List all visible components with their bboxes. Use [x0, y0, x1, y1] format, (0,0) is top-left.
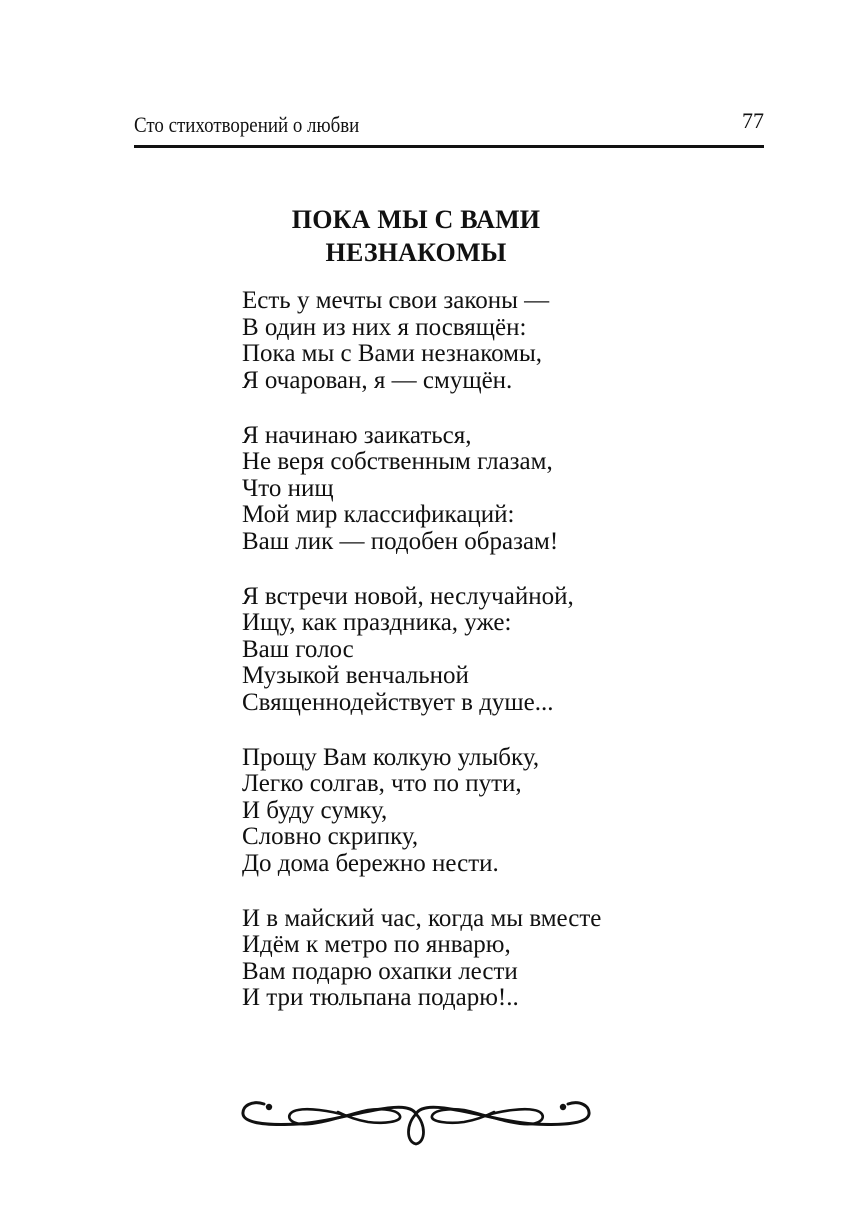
- verse-line: Пока мы с Вами незнакомы,: [242, 340, 542, 367]
- verse-line: Мой мир классификаций:: [242, 501, 515, 528]
- verse-line: Есть у мечты свои законы —: [242, 287, 550, 314]
- poem-title-line: НЕЗНАКОМЫ: [325, 238, 507, 267]
- verse-line: Я встречи новой, неслучайной,: [242, 582, 574, 610]
- verse-line: Я начинаю заикаться,: [242, 421, 472, 449]
- poem-title: [0, 203, 832, 269]
- stanza-5: [242, 906, 762, 1012]
- running-title: Сто стихотворений о любви: [134, 112, 360, 137]
- verse-line: Священнодействует в душе...: [242, 688, 554, 716]
- poem-title-line: ПОКА МЫ С ВАМИ: [291, 205, 541, 234]
- poem-body: [242, 288, 762, 1040]
- verse-line: И буду сумку,: [242, 796, 388, 824]
- verse-line: И три тюльпана подарю!..: [242, 984, 519, 1011]
- verse-line: Музыкой венчальной: [242, 662, 469, 689]
- verse-line: Словно скрипку,: [242, 823, 419, 850]
- header-rule: [134, 145, 764, 148]
- verse-line: Ищу, как праздника, уже:: [242, 609, 512, 636]
- verse-line: Ваш лик — подобен образам!: [242, 527, 559, 555]
- stanza-1: [242, 288, 762, 394]
- verse-line: В один из них я посвящён:: [242, 313, 527, 341]
- verse-line: Вам подарю охапки лести: [242, 957, 518, 985]
- stanza-3: [242, 584, 762, 717]
- running-head: [134, 108, 764, 148]
- verse-line: До дома бережно нести.: [242, 849, 499, 877]
- verse-line: Идём к метро по январю,: [242, 931, 511, 958]
- stanza-2: [242, 423, 762, 556]
- verse-line: Прощу Вам колкую улыбку,: [242, 743, 540, 771]
- flourish-divider-icon: [238, 1092, 594, 1148]
- verse-line: Ваш голос: [242, 635, 354, 663]
- verse-line: Не веря собственным глазам,: [242, 448, 553, 475]
- verse-line: Легко солгав, что по пути,: [242, 770, 522, 797]
- stanza-4: [242, 745, 762, 878]
- verse-line: И в майский час, когда мы вместе: [242, 904, 602, 932]
- verse-line: Я очарован, я — смущён.: [242, 366, 513, 394]
- page-number: 77: [742, 108, 764, 133]
- verse-line: Что нищ: [242, 474, 334, 502]
